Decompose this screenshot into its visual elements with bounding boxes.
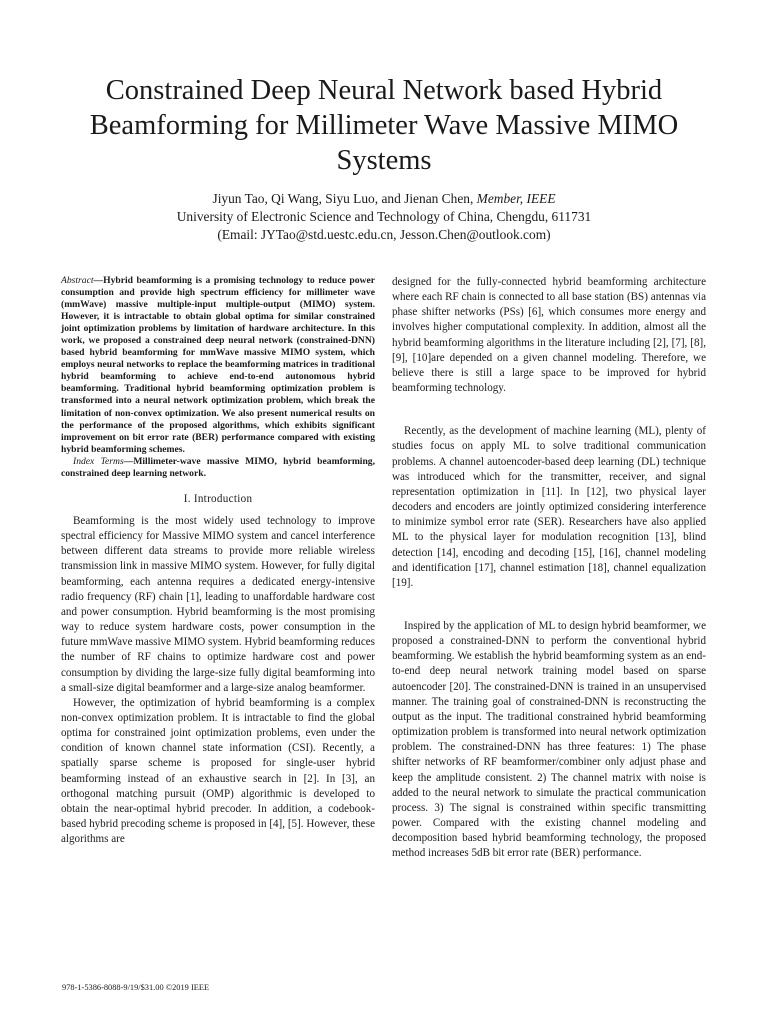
index-terms-text: —Millimeter-wave massive MIMO, hybrid beamforming, constrained deep learning network. xyxy=(61,455,376,479)
author-membership: Member, IEEE xyxy=(476,191,556,206)
intro-paragraph-2: However, the optimization of hybrid beamforming is a complex non-convex optimization problem. It is intractable to find the global optima for constrained joint optimization problems, even under the condition of known channel state information (CSI). Recently, a spatially sparse scheme is proposed for single-user hybrid beamforming instead of an exhaustive search in [2]. In [3], an orthogonal matching pursuit (OMP) algorithmic is developed to obtain the near-optimal hybrid precoder. In addition, a codebook-based hybrid precoding scheme is proposed in [4], [5]. However, these algorithms are xyxy=(61,696,375,846)
intro-paragraph-3: designed for the fully-connected hybrid beamforming architecture where each RF chain is connected to all base station (BS) antennas via phase shifter networks (PSs) [6], which consumes more energy and involves higher computational complexity. In addition, almost all the hybrid beamforming algorithms in the literature including [2], [7], [8], [9], [10]are depended on a given channel modeling. Therefore, we believe there is still a large space to be improved for hybrid beamforming technology. xyxy=(392,276,706,395)
intro-paragraph-5: Inspired by the application of ML to design hybrid beamformer, we proposed a constrained-DNN to perform the conventional hybrid beamforming. We establish the hybrid beamforming system as an end-to-end deep neural network training model based on sparse autoencoder [20]. The constrained-DNN is trained in an unsupervised manner. The training goal of constrained-DNN is reconstructing the output as the input. The traditional constrained hybrid beamforming optimization problem is transformed into neural network optimization problem. The constrained-DNN has three features: 1) The phase shifter networks of RF beamformer/combiner only adjust phase and keep the amplitude consistent. 2) The channel matrix with noise is added to the neural network to simulate the practical communication process. 3) The signal is constrained within specific transmitting power. Compared with the existing channel modeling and decomposition based hybrid beamforming technology, the proposed method increases 5dB bit error rate (BER) performance. xyxy=(392,619,706,860)
author-block xyxy=(40,190,728,244)
index-terms xyxy=(61,456,375,480)
abstract xyxy=(61,275,375,456)
section-heading-introduction: I. Introduction xyxy=(183,492,253,505)
author-names: Jiyun Tao, Qi Wang, Siyu Luo, and Jienan Chen, xyxy=(212,191,474,206)
author-line xyxy=(40,190,728,208)
paragraph-gap xyxy=(392,396,706,424)
paper-title: Constrained Deep Neural Network based Hybrid Beamforming for Millimeter Wave Massive MIMO Systems xyxy=(89,75,679,176)
left-column xyxy=(61,275,375,847)
author-email: (Email: JYTao@std.uestc.edu.cn, Jesson.Chen@outlook.com) xyxy=(217,227,551,242)
copyright-footer: 978-1-5386-8088-9/19/$31.00 ©2019 IEEE xyxy=(62,983,210,992)
index-terms-label: Index Terms xyxy=(73,455,124,467)
paragraph-gap xyxy=(392,591,706,619)
intro-paragraph-1: Beamforming is the most widely used technology to improve spectral efficiency for Massive MIMO system and cancel interference between different data streams to provide more reliable wireless transmission link in massive MIMO system. However, for fully digital beamforming, each antenna requires a dedicated energy-intensive radio frequency (RF) chain [1], leading to unaffordable hardware cost and power consumption. Hybrid beamforming is the most promising way to reduce system hardware costs, power consumption in the future mmWave massive MIMO system. Hybrid beamforming reduces the number of RF chains to optimize hardware cost and power consumption by dividing the large-size fully digital beamforming into a small-size digital beamformer and a large-size analog beamformer. xyxy=(61,514,375,694)
right-column xyxy=(392,275,706,861)
intro-paragraph-4: Recently, as the development of machine learning (ML), plenty of studies focus on apply ML to solve traditional communication problems. A channel autoencoder-based deep learning (DL) technique was introduced which for the transmitter, receiver, and signal representation optimization in [11]. In [12], two physical layer decoders and encoders are jointly optimized considering interference to minimize symbol error rate (SER). Researchers have also applied ML to the physical layer for modulation recognition [13], blind detection [14], encoding and decoding [15], [16], channel modeling and identification [17], channel estimation [18], channel equalization [19]. xyxy=(392,425,706,589)
abstract-text: —Hybrid beamforming is a promising technology to reduce power consumption and provide high spectrum efficiency for millimeter wave (mmWave) massive multiple-input multiple-output (MIMO) system. However, it is intractable to obtain global optima for similar constrained joint optimization problems by limitation of hardware architecture. In this work, we proposed a constrained deep neural network (constrained-DNN) based hybrid beamforming for mmWave massive MIMO system, which employs neural networks to replace the beamforming matrices in traditional hybrid beamforming to achieve end-to-end autonomous hybrid beamforming. Traditional hybrid beamforming optimization problem is transformed into a neural network optimization problem, which break the limitation of non-convex optimization. We also present numerical results on the performance of the proposed algorithms, which exhibits significant improvement on bit error rate (BER) performance compared with existing hybrid beamforming schemes. xyxy=(61,275,375,455)
abstract-label: Abstract xyxy=(61,275,94,286)
author-affiliation: University of Electronic Science and Technology of China, Chengdu, 611731 xyxy=(176,209,592,224)
